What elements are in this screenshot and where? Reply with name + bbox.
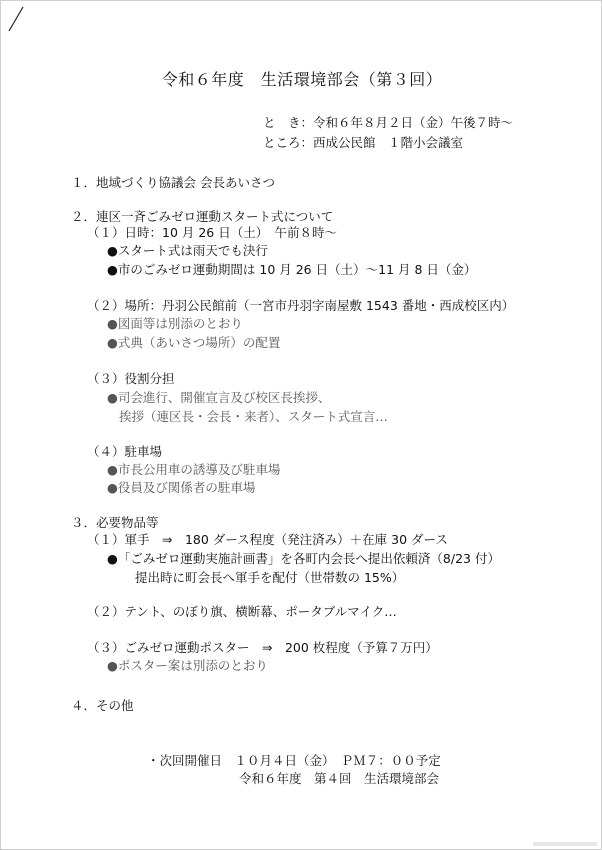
agenda-item-3-heading: ３．必要物品等 [71,515,159,530]
item3-sub3-heading: （３）ごみゼロ運動ポスター ⇒ 200 枚程度（予算７万円） [87,640,438,655]
item3-sub1-heading: （１）軍手 ⇒ 180 ダース程度（発注済み）＋在庫 30 ダース [87,532,448,547]
item3-sub3-bullet: ●ポスター案は別添のとおり [107,658,268,673]
next-meeting-title: 令和６年度 第４回 生活環境部会 [239,771,440,786]
item2-sub2-heading: （２）場所：丹羽公民館前（一宮市丹羽字南屋敷 1543 番地・西成校区内） [87,298,515,313]
item3-sub1-bullet-continued: 提出時に町会長へ軍手を配付（世帯数の 15%） [135,570,405,585]
footer-scan-mark [533,842,597,846]
item2-sub1-heading: （１）日時：10 月 26 日（土） 午前８時～ [87,225,337,240]
item2-sub3-heading: （３）役割分担 [87,371,175,386]
agenda-item-4: ４．その他 [71,698,134,713]
item2-sub2-bullet: ●式典（あいさつ場所）の配置 [107,335,281,350]
item2-sub4-bullet: ●市長公用車の誘導及び駐車場 [107,462,281,477]
page-title: 令和６年度 生活環境部会（第３回） [161,70,443,89]
item2-sub1-bullet: ●スタート式は雨天でも決行 [107,243,268,258]
item2-sub3-bullet: ●司会進行、開催宣言及び校区長挨拶、 [107,390,331,405]
meeting-datetime: と き：令和６年８月２日（金）午後７時～ [263,115,514,130]
item2-sub4-bullet: ●役員及び関係者の駐車場 [107,480,256,495]
next-meeting-date: ・次回開催日 １０月４日（金） ＰＭ７：００予定 [147,753,441,768]
meeting-place: ところ：西成公民館 １階小会議室 [263,135,464,150]
pen-stroke-mark [7,5,25,33]
item3-sub1-bullet: ●「ごみゼロ運動実施計画書」を各町内会長へ提出依頼済（8/23 付） [107,551,500,566]
item2-sub3-bullet-continued: 挨拶（連区長・会長・来者）、スタート式宣言… [119,409,388,424]
agenda-item-1: １．地域づくり協議会 会長あいさつ [71,175,275,190]
item2-sub4-heading: （４）駐車場 [87,444,163,459]
item2-sub2-bullet: ●図面等は別添のとおり [107,316,243,331]
item3-sub2-heading: （２）テント、のぼり旗、横断幕、ポータブルマイク… [87,604,397,619]
agenda-item-2-heading: ２．連区一斉ごみゼロ運動スタート式について [71,209,334,224]
item2-sub1-bullet: ●市のごみゼロ運動期間は 10 月 26 日（土）～11 月 8 日（金） [107,262,477,277]
